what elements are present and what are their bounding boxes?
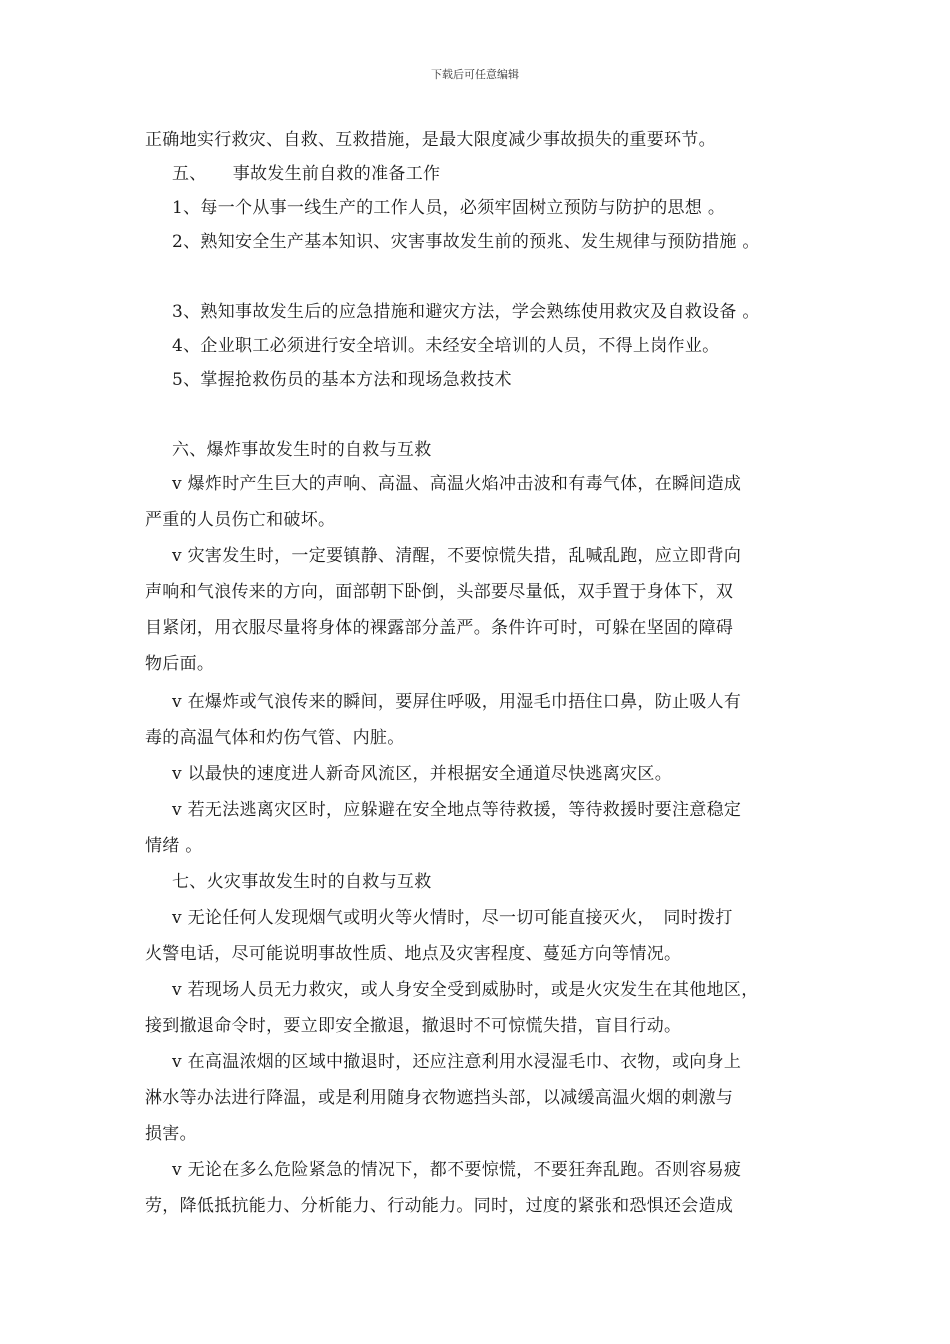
text-line: 4、企业职工必须进行安全培训。未经安全培训的人员，不得上岗作业。 xyxy=(172,336,720,356)
text-line: 3、熟知事故发生后的应急措施和避灾方法，学会熟练使用救灾及自救设备 。 xyxy=(172,302,760,322)
text-line: v 灾害发生时，一定要镇静、清醒，不要惊慌失措，乱喊乱跑，应立即背向 xyxy=(172,546,742,566)
text-line: 劳，降低抵抗能力、分析能力、行动能力。同时，过度的紧张和恐惧还会造成 xyxy=(145,1196,734,1216)
text-line: 火警电话，尽可能说明事故性质、地点及灾害程度、蔓延方向等情况。 xyxy=(145,944,682,964)
text-line: v 若现场人员无力救灾，或人身安全受到威胁时，或是火灾发生在其他地区， xyxy=(172,980,759,1000)
text-line: 损害。 xyxy=(145,1124,197,1144)
text-line: 严重的人员伤亡和破坏。 xyxy=(145,510,336,530)
text-line: 物后面。 xyxy=(145,654,215,674)
text-line: v 在高温浓烟的区域中撤退时，还应注意利用水浸湿毛巾、衣物，或向身上 xyxy=(172,1052,742,1072)
text-line: 1、每一个从事一线生产的工作人员，必须牢固树立预防与防护的思想 。 xyxy=(172,198,726,218)
text-line: v 无论任何人发现烟气或明火等火情时，尽一切可能直接灭火， 同时拨打 xyxy=(172,908,733,928)
text-line: 五、 事故发生前自救的准备工作 xyxy=(172,164,441,184)
text-line: 毒的高温气体和灼伤气管、内脏。 xyxy=(145,728,405,748)
text-line: 5、掌握抢救伤员的基本方法和现场急救技术 xyxy=(172,370,512,390)
text-line: 情绪 。 xyxy=(145,836,203,856)
page-header: 下载后可任意编辑 xyxy=(431,68,519,81)
text-line: 接到撤退命令时，要立即安全撤退，撤退时不可惊慌失措，盲目行动。 xyxy=(145,1016,682,1036)
text-line: v 以最快的速度进人新奇风流区，并根据安全通道尽快逃离灾区。 xyxy=(172,764,673,784)
text-line: v 爆炸时产生巨大的声响、高温、高温火焰冲击波和有毒气体，在瞬间造成 xyxy=(172,474,742,494)
text-line: 正确地实行救灾、自救、互救措施，是最大限度减少事故损失的重要环节。 xyxy=(145,130,716,150)
text-line: 淋水等办法进行降温，或是利用随身衣物遮挡头部，以减缓高温火烟的刺激与 xyxy=(145,1088,734,1108)
text-line: 声响和气浪传来的方向，面部朝下卧倒，头部要尽量低，双手置于身体下，双 xyxy=(145,582,734,602)
text-line: 目紧闭，用衣服尽量将身体的裸露部分盖严。条件许可时，可躲在坚固的障碍 xyxy=(145,618,734,638)
text-line: v 在爆炸或气浪传来的瞬间，要屏住呼吸，用湿毛巾捂住口鼻，防止吸人有 xyxy=(172,692,742,712)
text-line: 六、爆炸事故发生时的自救与互救 xyxy=(172,440,432,460)
text-line: v 无论在多么危险紧急的情况下，都不要惊慌，不要狂奔乱跑。否则容易疲 xyxy=(172,1160,742,1180)
text-line: v 若无法逃离灾区时，应躲避在安全地点等待救援，等待救援时要注意稳定 xyxy=(172,800,742,820)
text-line: 2、熟知安全生产基本知识、灾害事故发生前的预兆、发生规律与预防措施 。 xyxy=(172,232,760,252)
text-line: 七、火灾事故发生时的自救与互救 xyxy=(172,872,432,892)
